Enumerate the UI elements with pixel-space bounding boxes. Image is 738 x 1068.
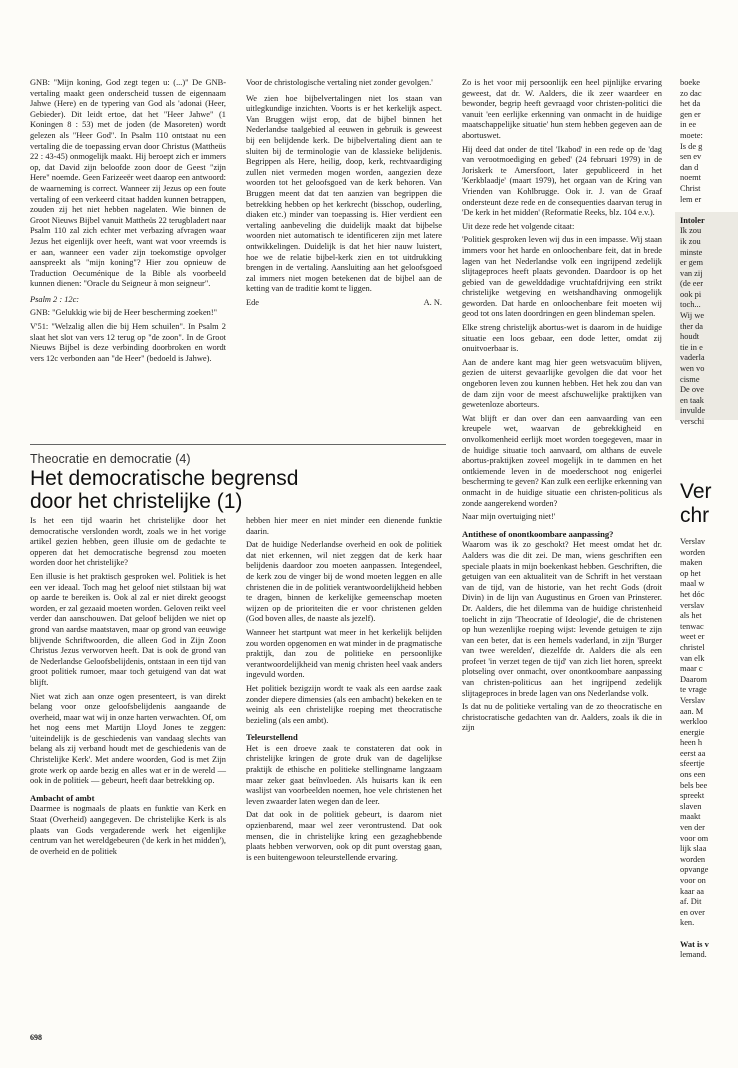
cropped-line: maal w [680, 579, 705, 589]
cropped-line: af. Dit [680, 897, 702, 907]
cropped-line: verschi [680, 417, 705, 426]
signature-place: Ede [246, 297, 260, 307]
headline-line-2: door het christelijke (1) [30, 490, 243, 513]
cropped-headline-line-1: Ver [680, 480, 712, 503]
cropped-line: op het [680, 568, 701, 578]
cropped-line: van elk [680, 653, 705, 663]
paragraph: hebben hier meer en niet minder een dienende funktie daarin. [246, 516, 442, 536]
cropped-line: boeke [680, 78, 700, 87]
paragraph: Is het een tijd waarin het christelijke door het democratische verslonden wordt, zoals we in het vorige artikel gezien hebben, geen illusie om de gedachte te opperen dat het democratische begrensd zou moeten worden door het christelijke? [30, 516, 226, 568]
cropped-line: houdt [680, 332, 700, 342]
cropped-line: sen ev [680, 152, 702, 162]
cropped-line: er gem [680, 258, 704, 268]
cropped-line: (de eer [680, 279, 704, 289]
cropped-line: voor om [680, 833, 709, 843]
cropped-line: kaar aa [680, 886, 704, 896]
cropped-line: spreekt [680, 791, 705, 801]
cropped-line: lemand. [680, 950, 707, 960]
cropped-line: toch... [680, 300, 701, 310]
cropped-line: werkloo [680, 717, 708, 727]
cropped-line [680, 205, 738, 216]
cropped-line [680, 929, 738, 940]
paragraph: Dat de huidige Nederlandse overheid en ook de politiek dat niet erkennen, wil niet zeggen dat de kerk haar belijdenis daardoor zou moeten aanpassen. Integendeel, de kerk zou de vinger bij de wond moeten leggen en alle christenen die in de politiek verantwoordelijkheid hebben te dragen, binnen de kerkelijke gemeenschap moeten wijzen op de prioriteiten die er voor christenen gelden (God boven alles, de naaste als jezelf). [246, 540, 442, 624]
cropped-line: lem er [680, 194, 702, 204]
article-kicker: Theocratie en democratie (4) [30, 452, 191, 466]
cropped-headline [680, 480, 712, 528]
paragraph: Zo is het voor mij persoonlijk een heel pijnlijke ervaring geweest, dat dr. W. Aalders, die ik zeer waardeer en bewonder, begrip heeft gevraagd voor christen-politici die vanuit 'een eerlijke erkenning van onmacht in de huidige maatschappelijke situatie' hun stem hebben gegeven aan de abortuswet. [462, 78, 662, 140]
page-number: 698 [30, 1033, 42, 1042]
top-article-column-2 [246, 78, 442, 308]
cropped-line: cisme [680, 374, 700, 384]
quote-paragraph: Elke streng christelijk abortus-wet is daarom in de huidige situatie een loos gebaar, een dode letter, omdat zij onuitvoerbaar is. [462, 323, 662, 354]
cropped-line: maakt [680, 812, 701, 822]
cropped-line: maar c [680, 664, 703, 674]
cropped-line: vaderla [680, 353, 705, 363]
cropped-line: maken [680, 558, 703, 568]
cropped-line: worden [680, 547, 706, 557]
cropped-line: dan d [680, 162, 699, 172]
cropped-line: Wat is v [680, 939, 709, 949]
cropped-line: Is de g [680, 141, 703, 151]
cropped-line: voor on [680, 876, 706, 885]
paragraph: Is dat nu de politieke vertaling van de zo theocratische en christocratische gedachten van dr. Aalders, zoals ik die in zijn [462, 702, 662, 733]
cropped-line: ther da [680, 321, 704, 331]
top-article-column-1 [30, 78, 226, 367]
quote-paragraph: Naar mijn overtuiging niet!' [462, 512, 556, 522]
paragraph: GNB: "Mijn koning, God zegt tegen u: (...)" De GNB-vertaling maakt geen onderscheid tussen de eigennaam Jahwe (Here) en de typering van God als 'adonai (Heer, Gebieder). Dit leidt ertoe, dat het "Heer Jahwe" (1 Koningen 8 : 53) met de joden (de Masoreten) wordt gelezen als "Heer God". In Psalm 110 ontstaat nu een vertaling die de toepassing ervan door Christus (Mattheüs 22 : 43-45) onmogelijk maakt. Hij beroept zich er immers op, dat David zijn beloofde zoon door de Geest "zijn Here" noemde. Geen Farizeeër weet daarop een antwoord: de waarneming is correct. Wanneer zij Jezus op een foute vertaling of een verkeerd citaat hadden kunnen betrappen, zouden zij het niet hebben nagelaten. Wie binnen de Groot Nieuws Bijbel vanuit Mattheüs 22 terugbladert naar Psalm 110 zal zich echter met verbazing afvragen waar Jezus het eigenlijk over heeft, want wat voor vreemds is er aan, wanneer een vader zijn toekomstige opvolger aanspreekt als "mijn koning"? Hier zou opnieuw de Traduction Oecuménique de la Bible als voorbeeld kunnen dienen: "Oracle du Seigneur à mon seigneur". [30, 78, 226, 289]
cropped-line: minste [680, 247, 703, 257]
section-divider [30, 444, 446, 445]
top-article-column-3 [462, 78, 662, 737]
section-subheading: Ambacht of ambt [30, 792, 95, 803]
cropped-line: energie [680, 727, 705, 737]
cropped-line: verslav [680, 600, 705, 610]
section-subheading: Antithese of onontkoombare aanpassing? [462, 528, 614, 539]
paragraph: Wanneer het startpunt wat meer in het kerkelijk belijden zou worden opgenomen en wat minder in de pragmatische praktijk, dan zou de politieke en persoonlijke verantwoordelijkheid van menig christen heel vaak anders ingevuld worden. [246, 627, 442, 680]
cropped-line: aan. M [680, 706, 704, 716]
cropped-line: ook pi [680, 289, 702, 299]
cropped-line: lijk slaa [680, 844, 707, 854]
cropped-line: Daarom [680, 674, 707, 684]
paragraph: V'51: "Welzalig allen die bij Hem schuilen". In Psalm 2 slaat het slot van vers 12 terug op "de zoon". In de Groot Nieuws Bijbel is deze verbinding doorbroken en wordt vers 12c verbonden aan "de Heer" (bedoeld is Jahwe). [30, 322, 226, 363]
cropped-line: slaven [680, 801, 702, 811]
cropped-line: als het [680, 611, 702, 621]
cropped-line: wen vo [680, 364, 705, 374]
paragraph: GNB: "Gelukkig wie bij de Heer bescherming zoeken!" [30, 308, 218, 318]
cropped-line: en over [680, 907, 705, 917]
paragraph: Niet wat zich aan onze ogen presenteert, is van direkt belang voor onze geloofsbelijdenis aangaande de overheid, maar wat wij in onze harten verwachten. Of, om het nog eens met Martijn Lloyd Jones te zeggen: 'uiteindelijk is de geschiedenis van vandaag slechts van belang als zij verband houdt met de geschiedenis van de Christelijke Kerk'. Met andere woorden, God is met Zijn grote werk op aarde bezig en alles wat er in de wereld — ook in de politiek — gebeurt, heeft daar betrekking op. [30, 691, 226, 786]
paragraph: Voor de christologische vertaling niet zonder gevolgen.' [246, 78, 433, 87]
cropped-line: het dóc [680, 589, 705, 599]
cropped-line: tie in e [680, 342, 703, 352]
signature-initials: A. N. [423, 297, 442, 307]
verse-reference: Psalm 2 : 12c: [30, 294, 80, 304]
paragraph: Uit deze rede het volgende citaat: [462, 221, 575, 231]
cropped-line: ven der [680, 823, 705, 833]
cropped-line: sfeertje [680, 759, 705, 769]
quote-paragraph: Aan de andere kant mag hier geen wetsvacuüm blijven, gezien de uiterst gevaarlijke gevolgen die dat voor het ongeboren leven zou kunnen hebben. Het hek zou dan van de dam zijn voor de meest afschuwelijke praktijken van gewetenloze aborteurs. [462, 357, 662, 410]
cropped-line: gen er [680, 109, 701, 119]
cropped-line: moete: [680, 130, 703, 140]
cropped-line: weet er [680, 632, 705, 642]
cropped-line: Verslav [680, 537, 706, 546]
paragraph: Het politiek bezigzijn wordt te vaak als een aardse zaak zonder diepere dimensies (als een ambacht) bekeken en te weinig als een christelijke roeping met theocratische bezieling (als een ambt). [246, 683, 442, 725]
paragraph: Het is een droeve zaak te constateren dat ook in christelijke kringen de grote druk van de dagelijkse praktijk de ethische en politieke stellingname langzaam maar zeker gaat beïnvloeden. Als huisarts kan ik een waslijst van voorbeelden noemen, hoe vele christenen het leven zwaarder laten wegen dan de leer. [246, 743, 442, 806]
paragraph: We zien hoe bijbelvertalingen niet los staan van uitlegkundige inzichten. Voorts is er het kerkelijk aspect. Van Bruggen wijst erop, dat de bijbel binnen het Nederlandse taalgebied al eeuwen in gebruik is geweest bij een belijdende kerk. De bijbelvertaling dient aan te sluiten bij de terminologie van de klassieke belijdenis. Begrippen als Here, heilig, doop, kerk, rechtvaardiging zullen niet vermeden mogen worden, aangezien deze woorden tot het geloofsgoed van de kerk behoren. Van Bruggen meent dat dat ten aanzien van begrippen die betrekking hebben op het kerkrecht (bisschop, ouderling, diaken etc.) minder van toepassing is. Hier verdient een vertaling aanbeveling die duidelijk maakt dat bijbelse woorden niet automatisch te identificeren zijn met latere ontwikkelingen. Duidelijk is dat het hier nauw luistert, hoe we de relatie bijbel-kerk zien en tot uitdrukking brengen in de vertaling. Aansluiting aan het geloofsgoed zal immers niet mogen betekenen dat de bijbel aan de ketting van de traditie komt te liggen. [246, 93, 442, 294]
cropped-line: bels bee [680, 780, 708, 790]
headline-line-1: Het democratische begrensd [30, 467, 299, 490]
cropped-line: te vrage [680, 685, 707, 695]
bottom-article-column-2 [246, 516, 442, 866]
quote-paragraph: Wat blijft er dan over dan een aanvaarding van een kreupele wet, waarvan de gebrekkigheid en onvolkomenheid eerlijk moet worden toegegeven, maar in de huidige situatie toch aanvaard, om althans de euvele abortus-praktijken zoveel mogelijk in te dammen en het ontkiemende leven in de moederschoot nog enigerlei bescherming te geven? Kan zulk een eerlijke erkenning van onmacht in de huidige situatie een christen-politicus als zonde aangerekend worden? [462, 413, 662, 508]
signature [246, 298, 442, 309]
cropped-line: Ik zou [680, 226, 702, 236]
cropped-line: christel [680, 642, 705, 652]
paragraph: Een illusie is het praktisch gesproken wel. Politiek is het een ver ideaal. Toch mag het geloof niet stilstaan bij wat op aarde te bereiken is. Ook al zal er niet direkt geoogst worden, er zal gezaaid moeten worden. Geloven reikt veel verder dan aanschouwen. Dat geloof belijden we niet op grond van aardse maatstaven, maar op grond van eeuwige blijvende Schriftwoorden, die alleen God in Zijn Zoon Christus Jezus verworven heeft. Dat is ook de grond van de Nederlandse Geloofsbelijdenis, ontstaan in een tijd van groot politiek rumoer, maar toch getuigend van dat wat blijft. [30, 571, 226, 687]
cropped-line: heen h [680, 738, 703, 748]
cropped-line: Christ [680, 183, 701, 193]
cropped-line: van zij [680, 268, 703, 278]
paragraph: Dat dat ook in de politiek gebeurt, is daarom niet opzienbarend, maar wel zeer verontrustend. Dat ook mensen, die in christelijke kring een gezaghebbende plaats hebben verworven, ook op dit punt overstag gaan, is een buitengewoon teleurstellende ervaring. [246, 810, 442, 862]
cropped-line: tenwac [680, 621, 704, 631]
cropped-headline-line-2: chr [680, 504, 710, 527]
paragraph: Waarom was ik zo geschokt? Het meest omdat het dr. Aalders was die dit zei. De man, wiens geschriften een speciale plaats in mijn boekenkast hebben. Geschriften, die getuigen van een aktualiteit van de Schrift in het verstaan van de tijd, van de historie, van het recht Gods (droit Divin) in de lijn van Augustinus en Groen van Prinsterer. Dr. Aalders, die het dilemma van de huidige christenheid toelicht in zijn 'Theocratie of Ideologie', die de christenen op hun wezenlijke roeping wijst: levende getuigen te zijn van een beter, dat is een hemels vaderland, in zijn 'Burger van twee werelden', diezelfde dr. Aalders die als een profeet 'in verzet tegen de tijd' van zich liet horen, spreekt plotseling over onmacht, over onontkoombare aanpassing van christen-politicus aan het ingrijpend zedelijk slijtageproces in brede lagen van ons Nederlandse volk. [462, 540, 662, 698]
cropped-line: Wij we [680, 311, 705, 321]
cropped-column-top [680, 78, 738, 428]
cropped-line: ik zou [680, 236, 701, 246]
cropped-line: opvange [680, 865, 709, 875]
cropped-line: ons een [680, 770, 706, 780]
cropped-line: De ove [680, 385, 704, 395]
cropped-line: Verslav [680, 695, 706, 705]
cropped-line: het da [680, 99, 701, 109]
cropped-line: en taak [680, 395, 704, 405]
article-headline [30, 467, 450, 513]
cropped-line: ken. [680, 918, 695, 928]
cropped-line: worden [680, 854, 706, 864]
cropped-line: eerst aa [680, 748, 706, 758]
bottom-article-column-1 [30, 516, 226, 860]
cropped-line: Intoler [680, 215, 705, 225]
quote-paragraph: 'Politiek gesproken leven wij dus in een impasse. Wij staan immers voor het harde en onloochenbare feit, dat in brede lagen van het Nederlandse volk een ingrijpend zedelijk slijtageproces heeft plaats gevonden. Daardoor is op het gebied van de gewelddadige vruchtafdrijving een strikt christelijke wetgeving en wetshandhaving onmogelijk geworden. Dat harde en onloochenbare feit moeten wij geod tot ons laten doordringen en geen blindeman spelen. [462, 235, 662, 319]
paragraph: Hij deed dat onder de titel 'Ikabod' in een rede op de 'dag van verootmoediging en gebed' (24 februari 1979) in de Joriskerk te Amersfoort, later gepubliceerd in het 'Kerkblaadje' (maart 1979), het orgaan van de Kring van Vrienden van Kohlbrugge. Ook ir. J. van de Graaf ondersteunt deze rede en de consequenties daarvan terug in 'De kerk in het midden' (Reformatie Reeks, blz. 104 e.v.). [462, 144, 662, 218]
section-subheading: Teleurstellend [246, 732, 298, 743]
cropped-line: zo dac [680, 88, 702, 98]
cropped-line: in ee [680, 120, 697, 130]
cropped-column-bottom [680, 537, 738, 961]
cropped-line: invulde [680, 406, 706, 416]
cropped-line: noemt [680, 173, 701, 183]
paragraph: Daarmee is nogmaals de plaats en funktie van Kerk en Staat (Overheid) aangegeven. De christelijke Kerk is als plaats van Gods vergaderende werk het eigenlijke centrum van het wereldgebeuren ('de kerk in het midden'), de overheid en de politiek [30, 804, 226, 856]
